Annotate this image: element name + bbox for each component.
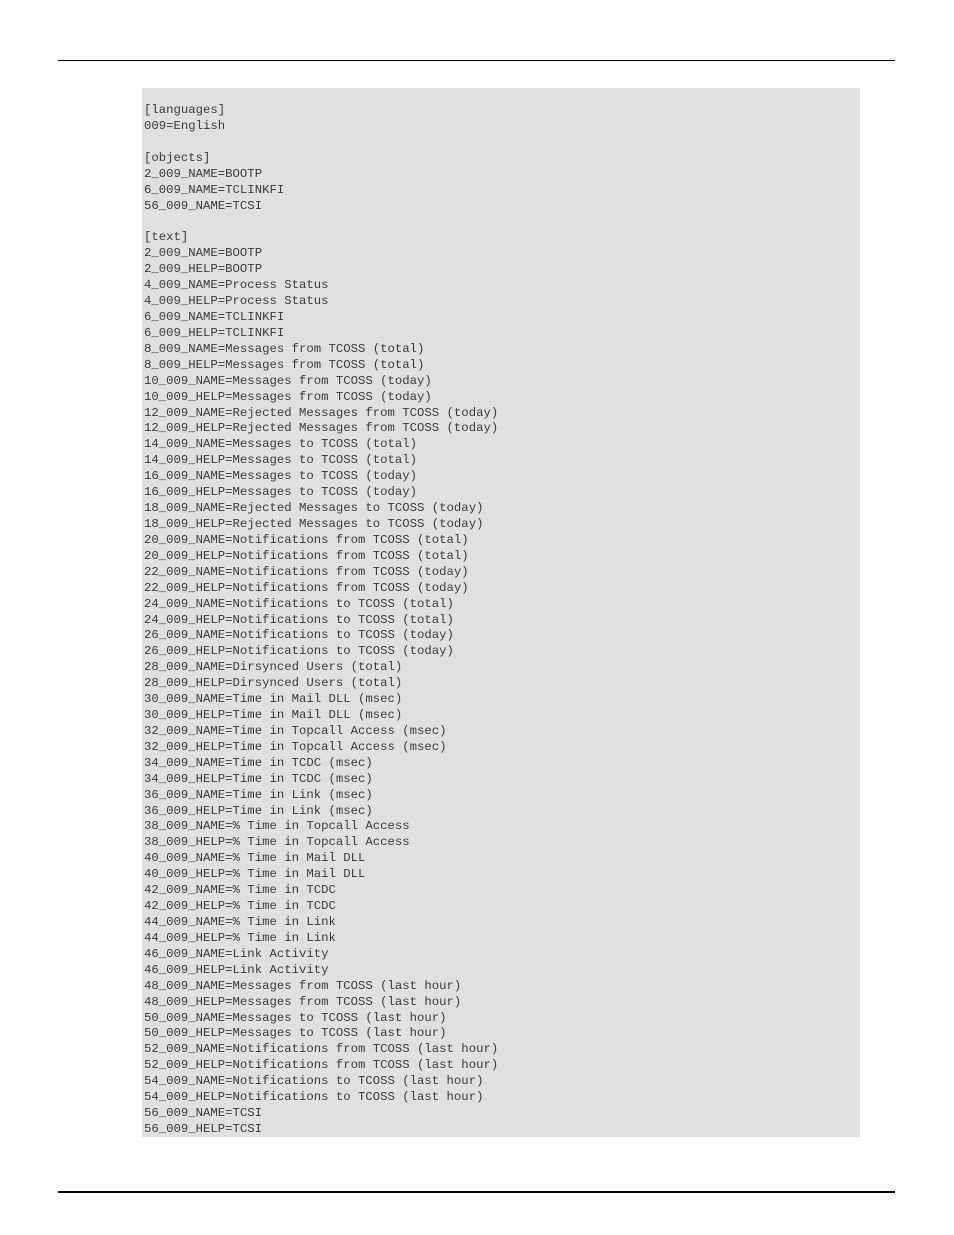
code-line xyxy=(144,214,860,230)
code-line: 8_009_NAME=Messages from TCOSS (total) xyxy=(144,341,425,356)
code-line: 2_009_NAME=BOOTP xyxy=(144,166,263,181)
code-line: 42_009_NAME=% Time in TCDC xyxy=(144,883,336,898)
code-line: 56_009_NAME=TCSI xyxy=(144,198,263,213)
code-line: 36_009_NAME=Time in Link (msec) xyxy=(144,787,373,802)
code-line: 4_009_NAME=Process Status xyxy=(144,278,329,293)
code-line: 18_009_NAME=Rejected Messages to TCOSS (today) xyxy=(144,501,484,516)
footer-rule xyxy=(58,1191,895,1193)
code-line: 32_009_NAME=Time in Topcall Access (msec) xyxy=(144,723,447,738)
code-line: 52_009_HELP=Notifications from TCOSS (last hour) xyxy=(144,1058,499,1073)
code-line: 18_009_HELP=Rejected Messages to TCOSS (today) xyxy=(144,516,484,531)
code-line: 28_009_NAME=Dirsynced Users (total) xyxy=(144,660,403,675)
code-line: 6_009_HELP=TCLINKFI xyxy=(144,325,285,340)
code-line: 34_009_NAME=Time in TCDC (msec) xyxy=(144,755,373,770)
code-line: 48_009_HELP=Messages from TCOSS (last hour) xyxy=(144,994,462,1009)
code-line: 36_009_HELP=Time in Link (msec) xyxy=(144,803,373,818)
code-line: 48_009_NAME=Messages from TCOSS (last hour) xyxy=(144,978,462,993)
code-line: 50_009_HELP=Messages to TCOSS (last hour) xyxy=(144,1026,447,1041)
code-line: 12_009_NAME=Rejected Messages from TCOSS (today) xyxy=(144,405,499,420)
code-line: 54_009_NAME=Notifications to TCOSS (last hour) xyxy=(144,1074,484,1089)
code-line: 8_009_HELP=Messages from TCOSS (total) xyxy=(144,357,425,372)
code-line: 6_009_NAME=TCLINKFI xyxy=(144,309,285,324)
code-line: 26_009_NAME=Notifications to TCOSS (today) xyxy=(144,628,454,643)
code-line: [objects] xyxy=(144,150,211,165)
code-line: 54_009_HELP=Notifications to TCOSS (last hour) xyxy=(144,1090,484,1105)
code-line: 38_009_HELP=% Time in Topcall Access xyxy=(144,835,410,850)
code-line: 56_009_NAME=TCSI xyxy=(144,1106,263,1121)
header-rule xyxy=(58,60,895,61)
code-line: 44_009_HELP=% Time in Link xyxy=(144,930,336,945)
code-line: 22_009_HELP=Notifications from TCOSS (today) xyxy=(144,580,469,595)
code-line: 34_009_HELP=Time in TCDC (msec) xyxy=(144,771,373,786)
code-line: 50_009_NAME=Messages to TCOSS (last hour) xyxy=(144,1010,447,1025)
code-line: 14_009_HELP=Messages to TCOSS (total) xyxy=(144,453,418,468)
code-line: 10_009_HELP=Messages from TCOSS (today) xyxy=(144,389,432,404)
code-line: 44_009_NAME=% Time in Link xyxy=(144,915,336,930)
code-line xyxy=(144,135,860,151)
code-line: 10_009_NAME=Messages from TCOSS (today) xyxy=(144,373,432,388)
code-line: 46_009_NAME=Link Activity xyxy=(144,946,329,961)
code-line: 32_009_HELP=Time in Topcall Access (msec) xyxy=(144,739,447,754)
code-line: 56_009_HELP=TCSI xyxy=(144,1122,263,1136)
code-line: 16_009_NAME=Messages to TCOSS (today) xyxy=(144,469,418,484)
code-line: 42_009_HELP=% Time in TCDC xyxy=(144,899,336,914)
code-line: 24_009_HELP=Notifications to TCOSS (total) xyxy=(144,612,454,627)
code-line: 30_009_NAME=Time in Mail DLL (msec) xyxy=(144,692,403,707)
code-line: 6_009_NAME=TCLINKFI xyxy=(144,182,285,197)
config-code-block xyxy=(142,88,860,1137)
code-line: 40_009_NAME=% Time in Mail DLL xyxy=(144,851,366,866)
code-line: 30_009_HELP=Time in Mail DLL (msec) xyxy=(144,708,403,723)
code-line: 14_009_NAME=Messages to TCOSS (total) xyxy=(144,437,418,452)
code-line: 52_009_NAME=Notifications from TCOSS (last hour) xyxy=(144,1042,499,1057)
code-line: 26_009_HELP=Notifications to TCOSS (today) xyxy=(144,644,454,659)
code-line: 2_009_HELP=BOOTP xyxy=(144,262,263,277)
code-line: 28_009_HELP=Dirsynced Users (total) xyxy=(144,676,403,691)
code-line: 46_009_HELP=Link Activity xyxy=(144,962,329,977)
code-line: [languages] xyxy=(144,103,226,117)
code-line: 2_009_NAME=BOOTP xyxy=(144,246,263,261)
code-line: 22_009_NAME=Notifications from TCOSS (today) xyxy=(144,564,469,579)
code-line: 20_009_HELP=Notifications from TCOSS (total) xyxy=(144,548,469,563)
code-line: 20_009_NAME=Notifications from TCOSS (total) xyxy=(144,532,469,547)
code-line: 38_009_NAME=% Time in Topcall Access xyxy=(144,819,410,834)
code-line: 4_009_HELP=Process Status xyxy=(144,294,329,309)
code-line: 24_009_NAME=Notifications to TCOSS (total) xyxy=(144,596,454,611)
code-line: 40_009_HELP=% Time in Mail DLL xyxy=(144,867,366,882)
code-line: 009=English xyxy=(144,118,226,133)
code-line: 16_009_HELP=Messages to TCOSS (today) xyxy=(144,485,418,500)
code-line: 12_009_HELP=Rejected Messages from TCOSS (today) xyxy=(144,421,499,436)
code-line: [text] xyxy=(144,230,189,245)
